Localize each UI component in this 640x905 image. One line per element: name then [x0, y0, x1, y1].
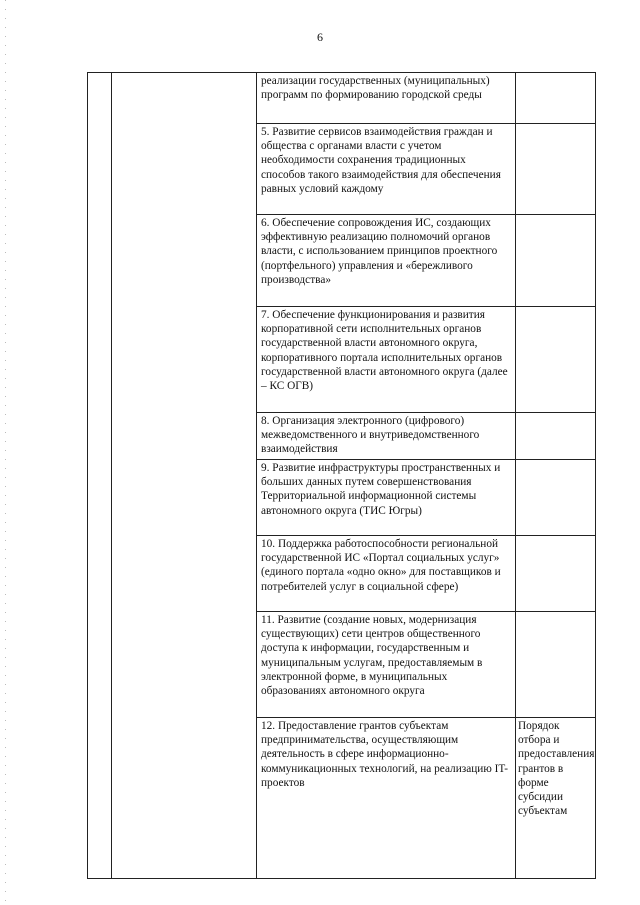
row-note: Порядок отбора и предоставления грантов в форме субсидии субъектам — [516, 718, 596, 879]
empty-cell-col1 — [88, 73, 112, 879]
row-note — [516, 307, 596, 413]
table-row — [88, 73, 596, 124]
row-text: 11. Развитие (создание новых, модернизация существующих) сети центров общественного доступа к информации, государственным и муниципальным услугам, предоставляемым в электронной форме, в муниципальных образованиях автономного округа — [257, 612, 516, 718]
row-text: реализации государственных (муниципальных) программ по формированию городской среды — [257, 73, 516, 124]
content-table — [87, 72, 596, 879]
scan-margin-dots — [5, 0, 6, 905]
row-text: 5. Развитие сервисов взаимодействия граждан и общества с органами власти с учетом необходимости сохранения традиционных способов такого взаимодействия для обеспечения равных условий каждому — [257, 124, 516, 215]
row-text: 10. Поддержка работоспособности региональной государственной ИС «Портал социальных услуг» (единого портала «одно окно» для поставщиков и потребителей услуг в социальной сфере) — [257, 536, 516, 612]
row-note — [516, 612, 596, 718]
row-text: 9. Развитие инфраструктуры пространственных и больших данных путем совершенствования Территориальной информационной системы автономного округа (ТИС Югры) — [257, 460, 516, 536]
row-text: 8. Организация электронного (цифрового) межведомственного и внутриведомственного взаимодействия — [257, 413, 516, 460]
row-note — [516, 536, 596, 612]
row-note — [516, 413, 596, 460]
empty-cell-col2 — [112, 73, 257, 879]
row-note — [516, 73, 596, 124]
row-note — [516, 124, 596, 215]
row-note — [516, 460, 596, 536]
row-note — [516, 215, 596, 307]
row-text: 12. Предоставление грантов субъектам предпринимательства, осуществляющим деятельность в сфере информационно-коммуникационных технологий, на реализацию IT-проектов — [257, 718, 516, 879]
row-text: 7. Обеспечение функционирования и развития корпоративной сети исполнительных органов государственной власти автономного округа, корпоративного портала исполнительных органов государственной власти автономного округа (далее – КС ОГВ) — [257, 307, 516, 413]
page-number: 6 — [317, 30, 323, 44]
row-text: 6. Обеспечение сопровождения ИС, создающих эффективную реализацию полномочий органов власти, с использованием принципов проектного (портфельного) управления и «бережливого производства» — [257, 215, 516, 307]
